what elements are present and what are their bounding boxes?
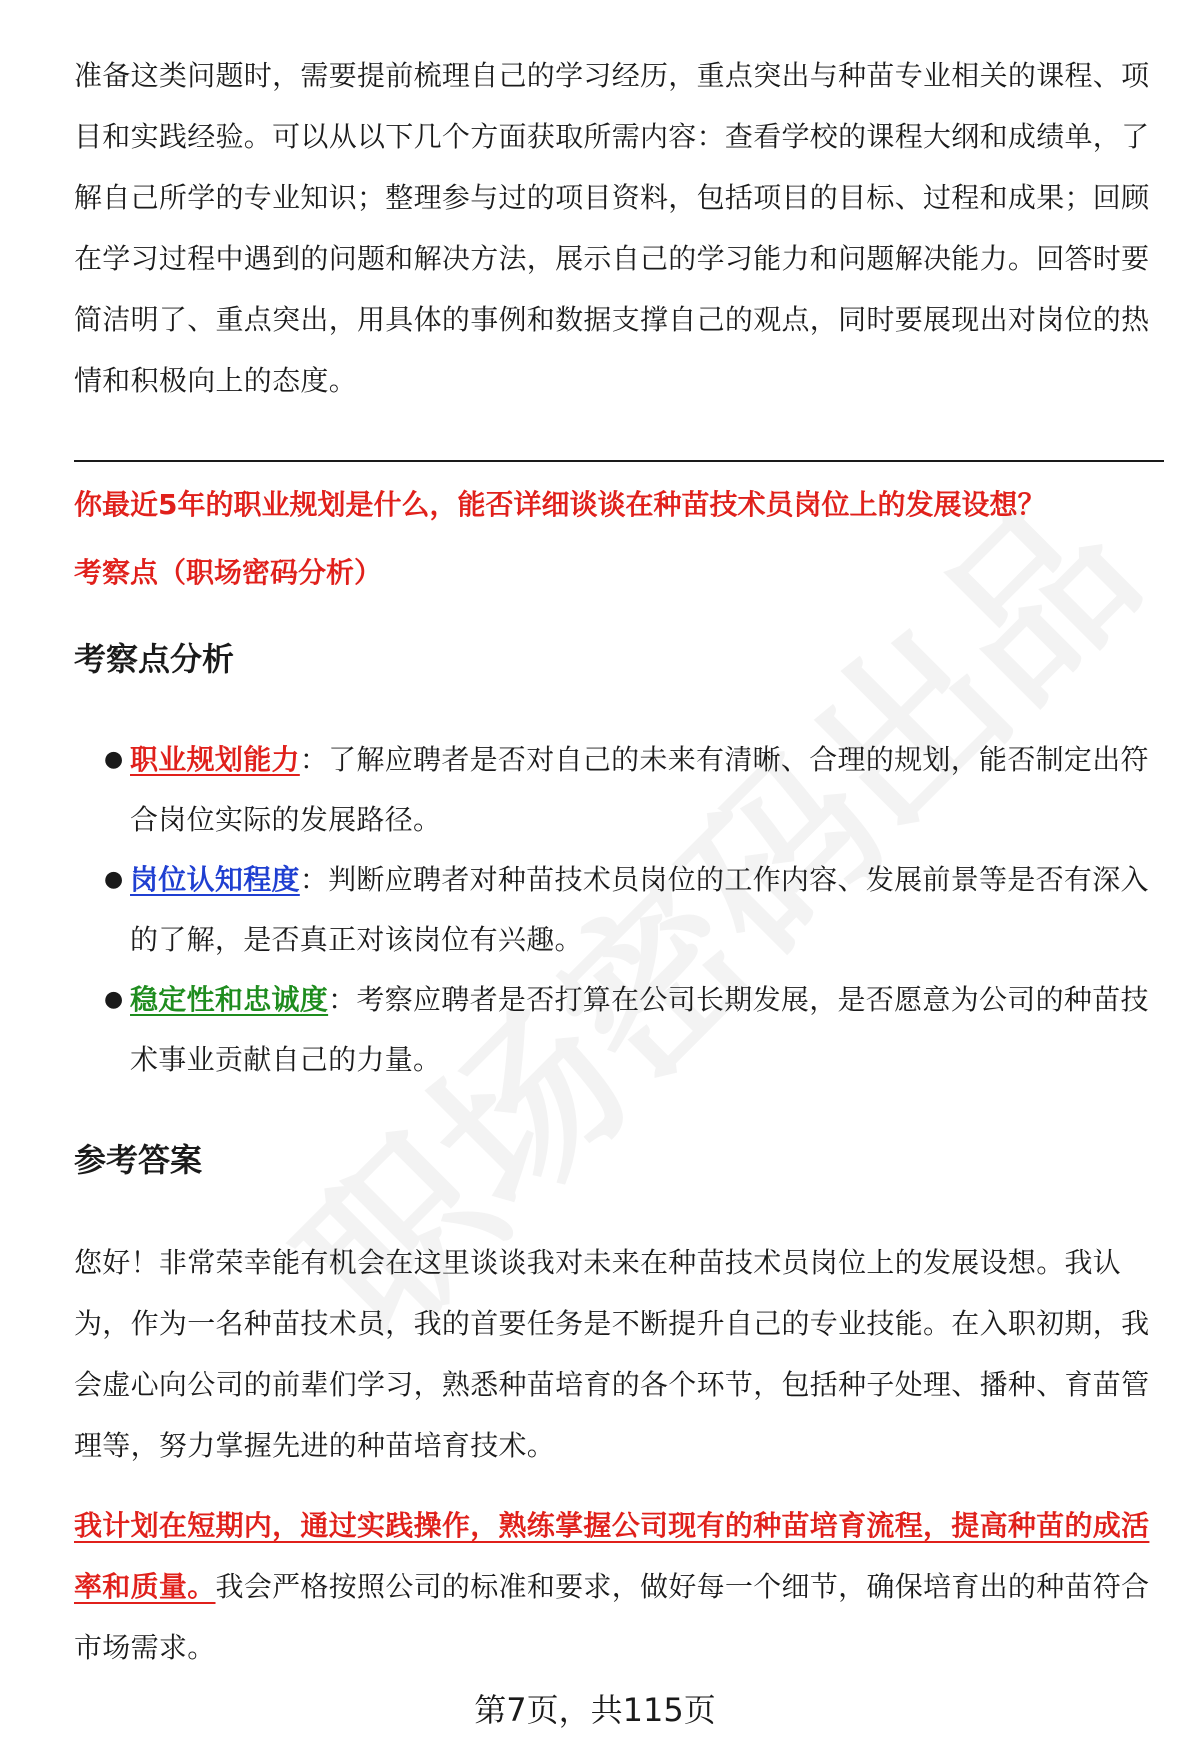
bullet-dot-icon: ●	[104, 867, 124, 892]
page-number: 第7页，共115页	[474, 1691, 716, 1729]
bullet-dot-icon: ●	[104, 987, 124, 1012]
focus-label: 考察点（职场密码分析）	[74, 556, 383, 589]
list-item-text: ：考察应聘者是否打算在公司长期发展，是否愿意为公司的种苗技术事业贡献自己的力量。	[130, 983, 1149, 1076]
section-divider	[74, 460, 1164, 462]
answer-paragraph: 您好！非常荣幸能有机会在这里谈谈我对未来在种苗技术员岗位上的发展设想。我认为，作为一名种苗技术员，我的首要任务是不断提升自己的专业技能。在入职初期，我会虚心向公司的前辈们学习，熟悉种苗培育的各个环节，包括种子处理、播种、育苗管理等，努力掌握先进的种苗培育技术。	[74, 1246, 1150, 1462]
list-item	[74, 850, 1164, 970]
answer-paragraph-2-text: 我会严格按照公司的标准和要求，做好每一个细节，确保培育出的种苗符合市场需求。	[74, 1570, 1150, 1664]
analysis-list	[74, 730, 1164, 1090]
intro-paragraph: 准备这类问题时，需要提前梳理自己的学习经历，重点突出与种苗专业相关的课程、项目和实践经验。可以从以下几个方面获取所需内容：查看学校的课程大纲和成绩单，了解自己所学的专业知识；整理参与过的项目资料，包括项目的目标、过程和成果；回顾在学习过程中遇到的问题和解决方法，展示自己的学习能力和问题解决能力。回答时要简洁明了、重点突出，用具体的事例和数据支撑自己的观点，同时要展现出对岗位的热情和积极向上的态度。	[74, 59, 1150, 397]
interview-question: 你最近5年的职业规划是什么，能否详细谈谈在种苗技术员岗位上的发展设想？	[74, 488, 1046, 521]
keyword-link[interactable]: 岗位认知程度	[130, 863, 300, 896]
bullet-dot-icon: ●	[104, 747, 124, 772]
keyword-link[interactable]: 稳定性和忠诚度	[130, 983, 329, 1016]
analysis-heading: 考察点分析	[74, 640, 235, 678]
highlighted-sentence: 我计划在短期内，通过实践操作，熟练掌握公司现有的种苗培育流程，提高种苗的成活率和质量。	[74, 1509, 1150, 1603]
list-item-text: ：了解应聘者是否对自己的未来有清晰、合理的规划，能否制定出符合岗位实际的发展路径。	[130, 743, 1149, 836]
keyword-link[interactable]: 职业规划能力	[130, 743, 300, 776]
list-item	[74, 970, 1164, 1090]
list-item-text: ：判断应聘者对种苗技术员岗位的工作内容、发展前景等是否有深入的了解，是否真正对该岗位有兴趣。	[130, 863, 1149, 956]
list-item	[74, 730, 1164, 850]
answer-paragraph-2	[74, 1495, 1164, 1678]
answer-heading: 参考答案	[74, 1141, 203, 1179]
